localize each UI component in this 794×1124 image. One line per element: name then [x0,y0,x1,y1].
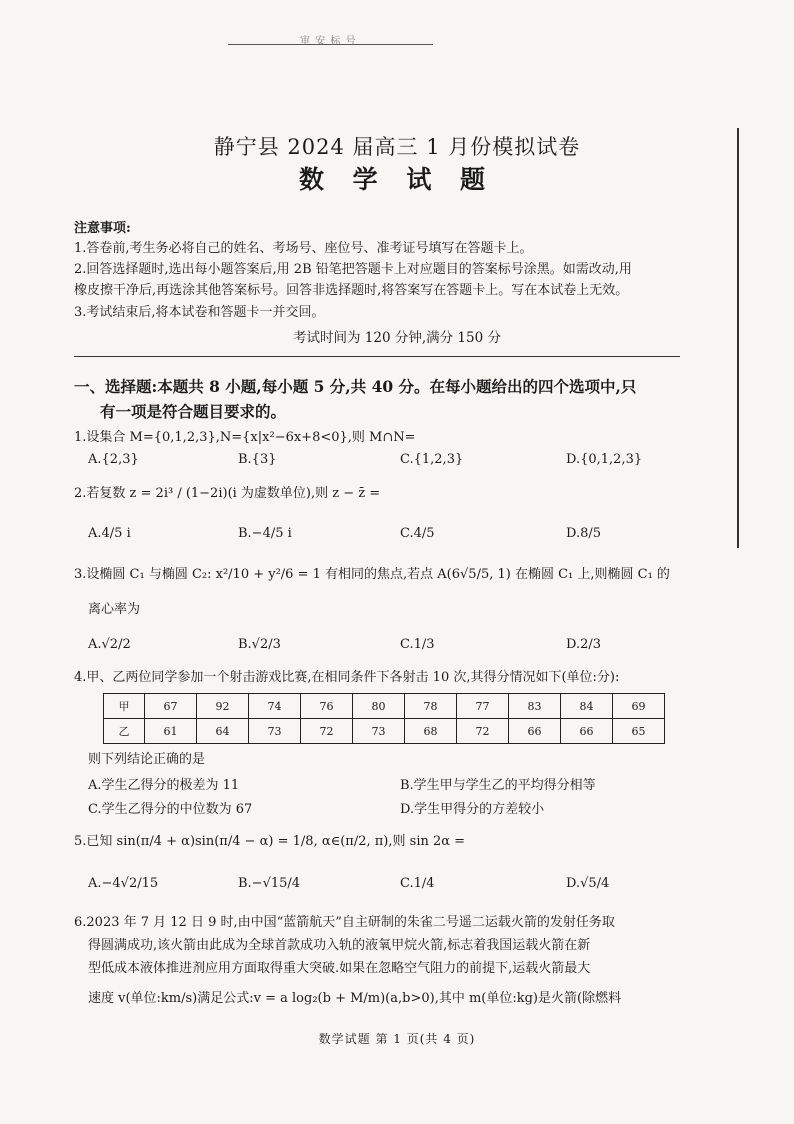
score-table [103,693,665,744]
question-3-stem: 3.设椭圆 C₁ 与椭圆 C₂: x²/10 + y²/6 = 1 有相同的焦点,若点 A(6√5/5, 1) 在椭圆 C₁ 上,则椭圆 C₁ 的 [74,567,670,582]
table-cell: 73 [249,719,301,744]
question-2-option-c: C.4/5 [400,526,435,541]
page-footer: 数学试题 第 1 页(共 4 页) [318,1032,476,1046]
question-1-option-a: A.{2,3} [88,452,139,467]
section-heading-b: 有一项是符合题目要求的。 [100,402,287,421]
exam-time: 考试时间为 120 分钟,满分 150 分 [293,330,501,346]
question-1-option-c: C.{1,2,3} [400,452,464,467]
notes-line-2a: 2.回答选择题时,选出每小题答案后,用 2B 铅笔把答题卡上对应题目的答案标号涂黑。如需改动,用 [74,262,632,277]
header-stamp: 审 安 标 号 [300,36,357,47]
table-cell: 61 [145,719,197,744]
notes-heading: 注意事项: [74,221,131,236]
table-cell: 72 [457,719,509,744]
question-4-stem: 4.甲、乙两位同学参加一个射击游戏比赛,在相同条件下各射击 10 次,其得分情况如下(单位:分): [74,670,620,685]
table-row [104,694,665,719]
table-cell: 73 [353,719,405,744]
question-1-option-d: D.{0,1,2,3} [566,452,643,467]
table-cell: 74 [249,694,301,719]
table-cell: 80 [353,694,405,719]
question-3-option-b: B.√2/3 [238,637,281,652]
table-cell: 66 [509,719,561,744]
table-cell: 72 [301,719,353,744]
table-cell: 76 [301,694,353,719]
table-cell: 69 [613,694,665,719]
question-3-option-d: D.2/3 [566,637,602,652]
question-2-option-b: B.−4/5 i [238,526,292,541]
table-cell: 92 [197,694,249,719]
question-5-option-b: B.−√15/4 [238,876,301,891]
table-cell: 78 [405,694,457,719]
question-4-option-d: D.学生甲得分的方差较小 [400,802,545,817]
question-3-option-c: C.1/3 [400,637,435,652]
row-label: 乙 [104,719,145,744]
exam-title: 静宁县 2024 届高三 1 月份模拟试卷 [213,135,581,159]
row-label: 甲 [104,694,145,719]
subject-title: 数 学 试 题 [298,165,496,194]
question-3-option-a: A.√2/2 [88,637,131,652]
table-cell: 64 [197,719,249,744]
question-5-option-c: C.1/4 [400,876,435,891]
table-cell: 66 [561,719,613,744]
separator-line [74,356,680,357]
question-6-line-1: 6.2023 年 7 月 12 日 9 时,由中国“蓝箭航天”自主研制的朱雀二号遥二运载火箭的发射任务取 [74,915,615,930]
question-2-option-d: D.8/5 [566,526,602,541]
question-1-stem: 1.设集合 M={0,1,2,3},N={x|x²−6x+8<0},则 M∩N= [74,430,416,445]
notes-line-1: 1.答卷前,考生务必将自己的姓名、考场号、座位号、准考证号填写在答题卡上。 [74,241,533,256]
table-cell: 77 [457,694,509,719]
question-6-line-3: 型低成本液体推进剂应用方面取得重大突破.如果在忽略空气阻力的前提下,运载火箭最大 [88,961,591,976]
question-6-line-4: 速度 v(单位:km/s)满足公式:v = a log₂(b + M/m)(a,b>0),其中 m(单位:kg)是火箭(除燃料 [88,991,622,1006]
table-cell: 83 [509,694,561,719]
section-heading-a: 一、选择题:本题共 8 小题,每小题 5 分,共 40 分。在每小题给出的四个选项中,只 [74,377,637,396]
question-4-question: 则下列结论正确的是 [88,752,206,767]
table-cell: 67 [145,694,197,719]
question-4-option-c: C.学生乙得分的中位数为 67 [88,802,253,817]
question-2-option-a: A.4/5 i [88,526,131,541]
table-cell: 84 [561,694,613,719]
question-3-stem-2: 离心率为 [88,602,141,617]
notes-line-2b: 橡皮擦干净后,再选涂其他答案标号。回答非选择题时,将答案写在答题卡上。写在本试卷上无效。 [74,283,629,298]
table-cell: 68 [405,719,457,744]
question-6-line-2: 得圆满成功,该火箭由此成为全球首款成功入轨的液氧甲烷火箭,标志着我国运载火箭在新 [88,938,591,953]
table-cell: 65 [613,719,665,744]
notes-line-3: 3.考试结束后,将本试卷和答题卡一并交回。 [74,305,325,320]
question-5-option-a: A.−4√2/15 [88,876,159,891]
question-5-option-d: D.√5/4 [566,876,610,891]
question-1-option-b: B.{3} [238,452,277,467]
question-2-stem: 2.若复数 z = 2i³ / (1−2i)(i 为虚数单位),则 z − z̄ = [74,486,381,501]
question-4-option-b: B.学生甲与学生乙的平均得分相等 [400,778,596,793]
question-4-option-a: A.学生乙得分的极差为 11 [88,778,240,793]
question-5-stem: 5.已知 sin(π/4 + α)sin(π/4 − α) = 1/8, α∈(π/2, π),则 sin 2α = [74,834,466,849]
table-row [104,719,665,744]
